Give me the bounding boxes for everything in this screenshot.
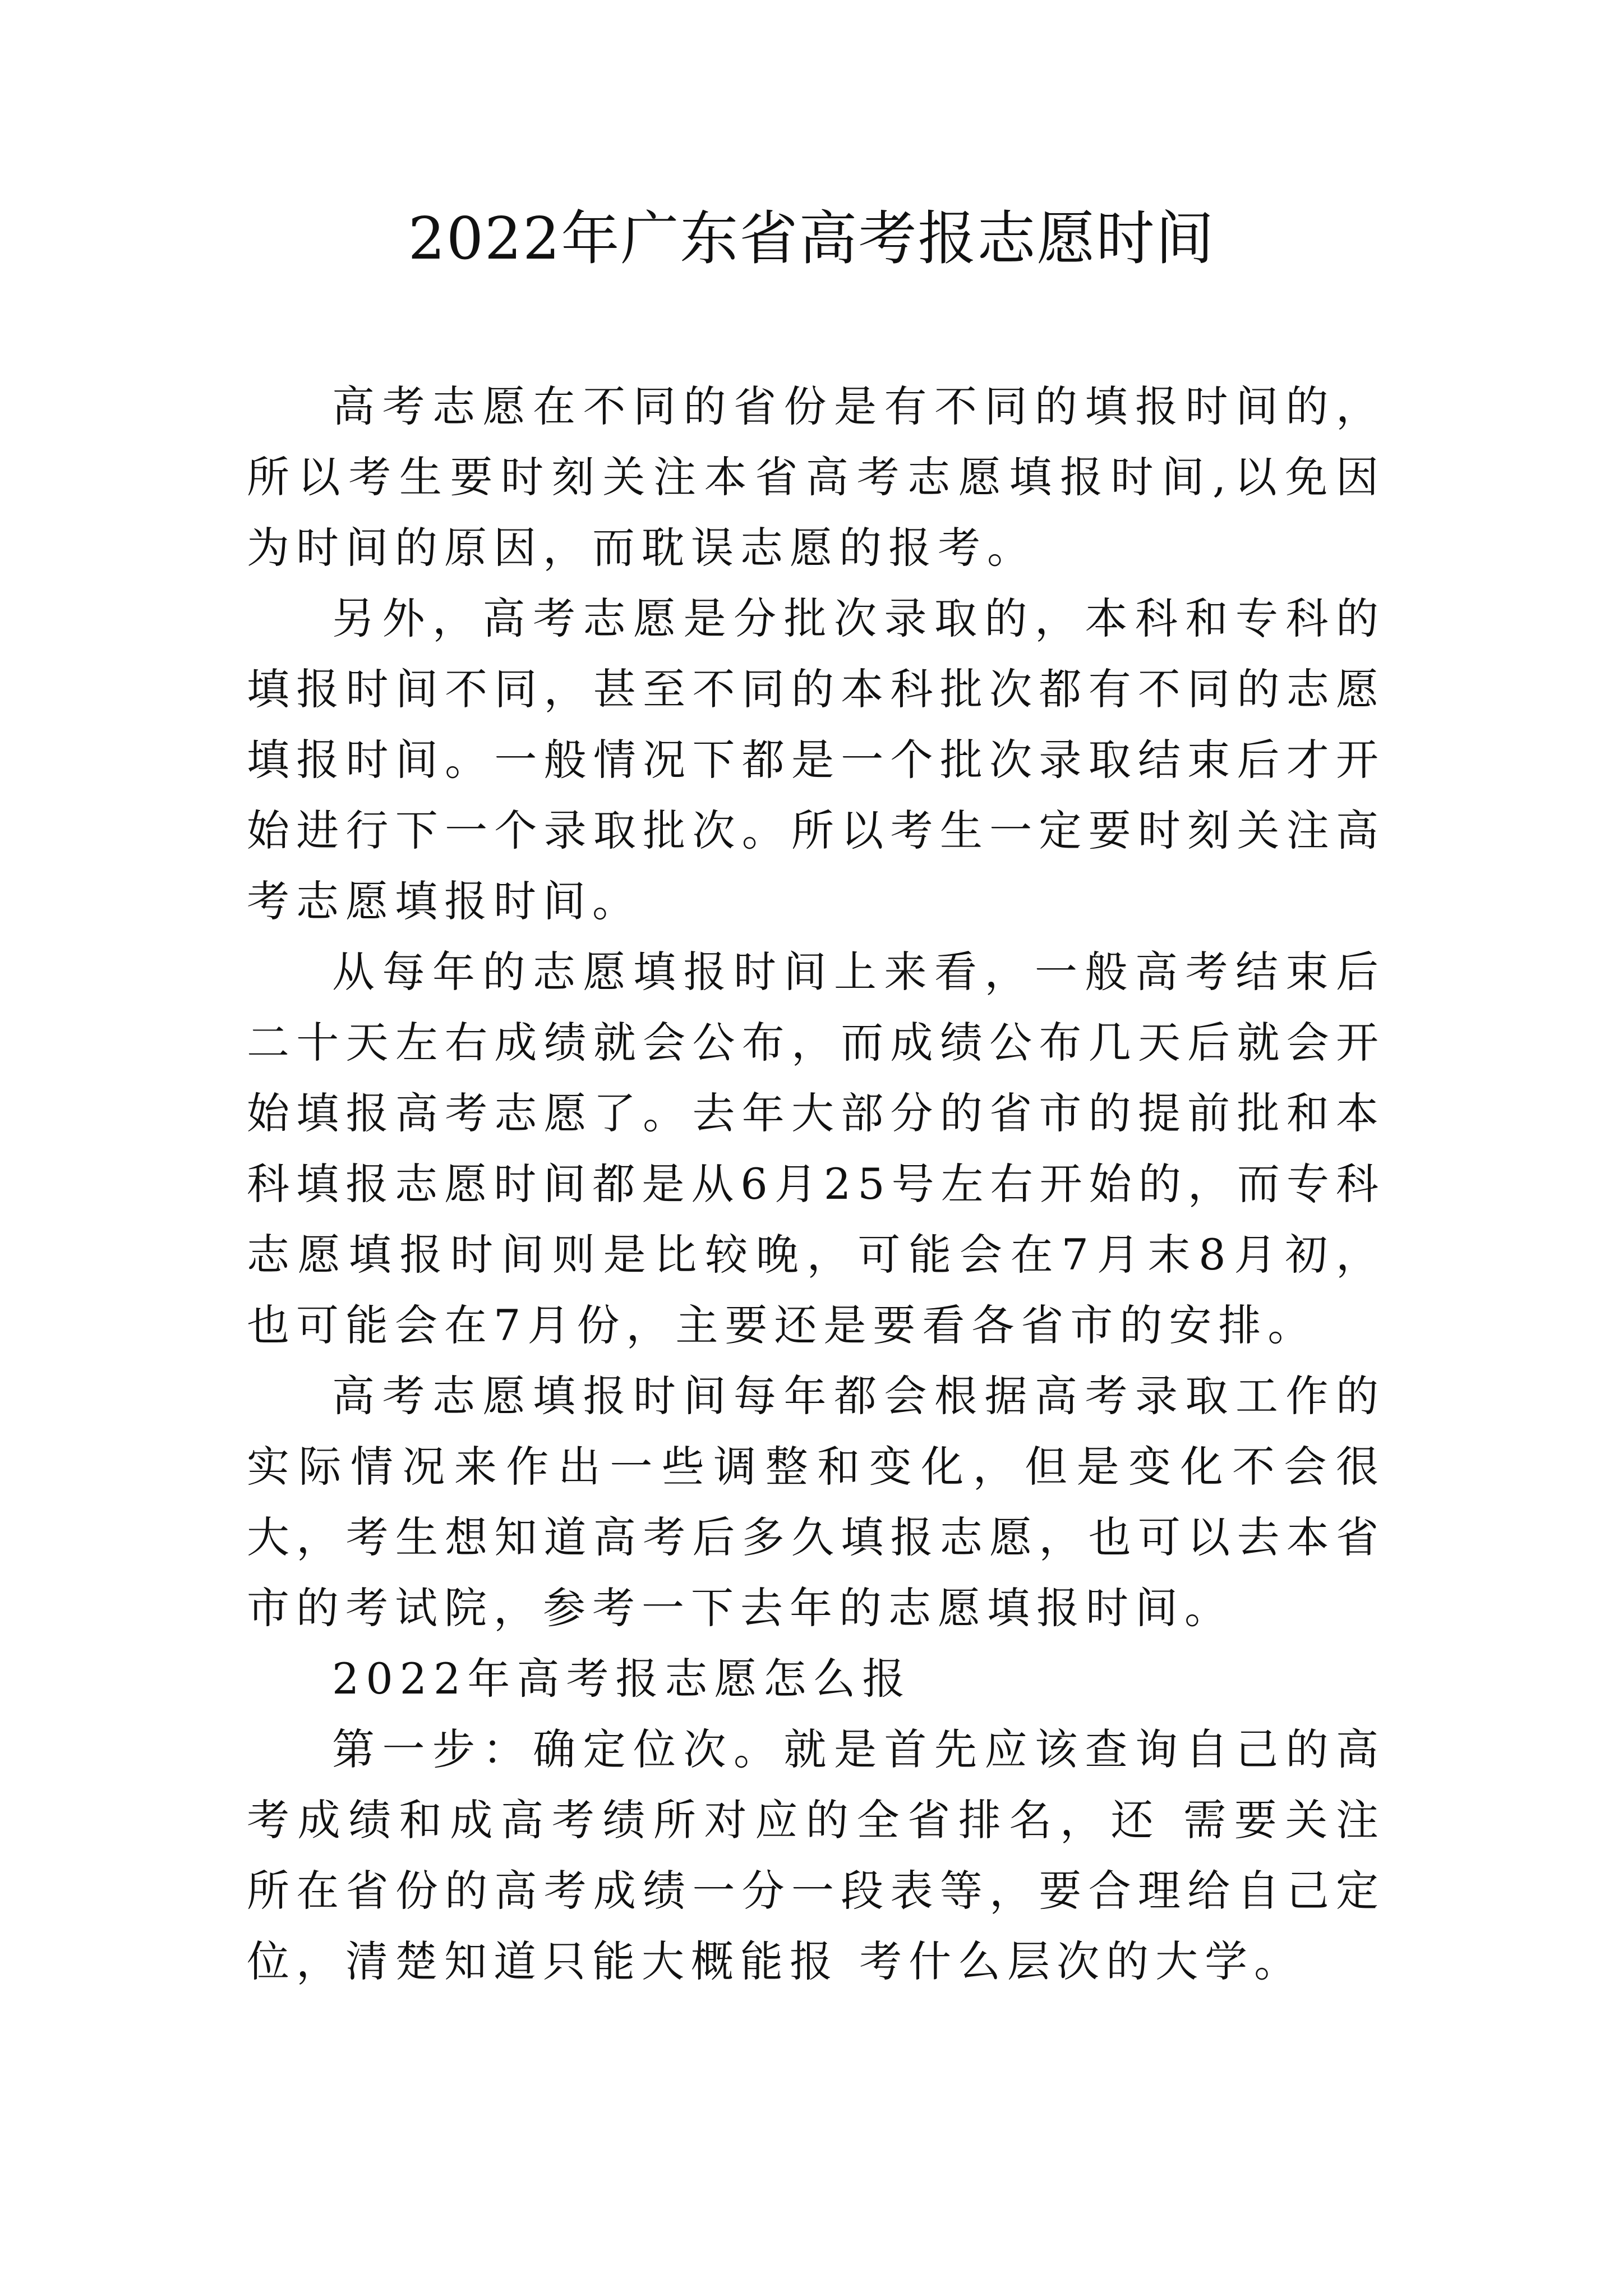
section-heading: 2022年高考报志愿怎么报 xyxy=(332,1654,912,1704)
paragraph-3: 从每年的志愿填报时间上来看，一般高考结束后二十天左右成绩就会公布，而成绩公布几天后就会开始填报高考志愿了。去年大部分的省市的提前批和本科填报志愿时间都是从6月25号左右开始的，而专科志愿填报时间则是比较晚，可能会在7月末8月初，也可能会在7月份，主要还是要看各省市的安排。 xyxy=(247,947,1385,1350)
paragraph-2: 另外，高考志愿是分批次录取的，本科和专科的填报时间不同，甚至不同的本科批次都有不同的志愿填报时间。一般情况下都是一个批次录取结束后才开始进行下一个录取批次。所以考生一定要时刻关注高考志愿填报时间。 xyxy=(247,593,1385,926)
paragraph-5: 第一步：确定位次。就是首先应该查询自己的高考成绩和成高考绩所对应的全省排名，还 需要关注所在省份的高考成绩一分一段表等，要合理给自己定位，清楚知道只能大概能报 考什么层次的大学。 xyxy=(247,1724,1385,1986)
document-title: 2022年广东省高考报志愿时间 xyxy=(408,204,1215,273)
paragraph-1: 高考志愿在不同的省份是有不同的填报时间的，所以考生要时刻关注本省高考志愿填报时间,以免因为时间的原因，而耽误志愿的报考。 xyxy=(247,381,1385,573)
document-body xyxy=(247,371,1385,1997)
paragraph-4: 高考志愿填报时间每年都会根据高考录取工作的实际情况来作出一些调整和变化，但是变化不会很大，考生想知道高考后多久填报志愿，也可以去本省市的考试院，参考一下去年的志愿填报时间。 xyxy=(247,1371,1385,1633)
